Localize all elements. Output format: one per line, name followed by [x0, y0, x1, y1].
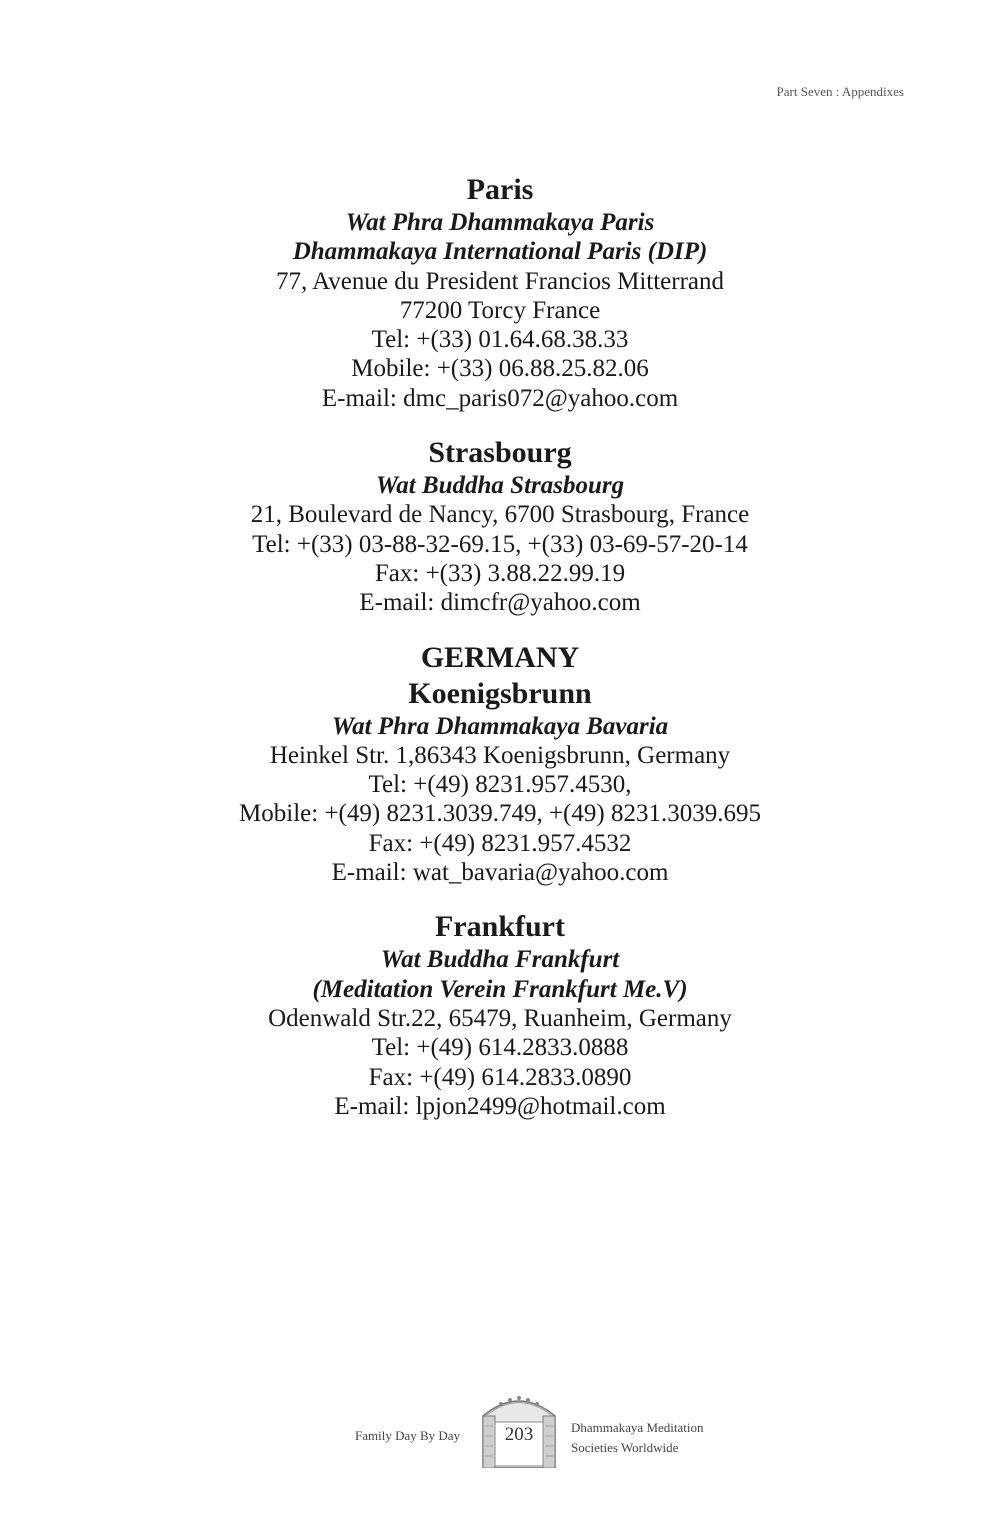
email-line: E-mail: dmc_paris072@yahoo.com	[321, 384, 679, 412]
city-heading: Koenigsbrunn	[408, 676, 592, 710]
address-line: Odenwald Str.22, 65479, Ruanheim, Germany	[268, 1004, 732, 1032]
footer-chapter-line: Dhammakaya Meditation	[571, 1420, 704, 1435]
city-heading: Strasbourg	[428, 436, 572, 470]
page-number: 203	[504, 1424, 534, 1445]
directory-content	[0, 172, 1000, 1143]
footer-book-title: Family Day By Day	[355, 1428, 461, 1443]
organization-name: Wat Phra Dhammakaya Paris	[345, 209, 655, 236]
location-koenigsbrunn	[0, 640, 1000, 888]
address-line: 21, Boulevard de Nancy, 6700 Strasbourg, France	[250, 501, 750, 529]
phone-line: Tel: +(49) 614.2833.0888	[371, 1034, 629, 1062]
address-line: Heinkel Str. 1,86343 Koenigsbrunn, Germany	[269, 741, 731, 769]
mobile-line: Mobile: +(49) 8231.3039.749, +(49) 8231.3039.695	[239, 800, 761, 828]
phone-line: Tel: +(33) 03-88-32-69.15, +(33) 03-69-57-20-14	[252, 530, 748, 558]
city-heading: Paris	[466, 173, 534, 206]
email-line: E-mail: lpjon2499@hotmail.com	[334, 1092, 666, 1120]
address-line: 77200 Torcy France	[399, 296, 601, 324]
location-paris	[0, 172, 1000, 413]
email-line: E-mail: dimcfr@yahoo.com	[359, 589, 641, 617]
city-heading: Frankfurt	[435, 910, 565, 944]
organization-name: (Meditation Verein Frankfurt Me.V)	[312, 975, 688, 1003]
footer-chapter-title	[571, 1418, 704, 1458]
country-heading: GERMANY	[420, 640, 580, 674]
phone-line: Tel: +(33) 01.64.68.38.33	[371, 326, 629, 354]
email-line: E-mail: wat_bavaria@yahoo.com	[331, 859, 669, 887]
footer-chapter-line: Societies Worldwide	[571, 1440, 679, 1455]
organization-name: Wat Buddha Frankfurt	[380, 946, 620, 974]
organization-name: Dhammakaya International Paris (DIP)	[292, 238, 708, 266]
phone-line: Tel: +(49) 8231.957.4530,	[368, 771, 632, 799]
fax-line: Fax: +(49) 614.2833.0890	[368, 1063, 632, 1091]
location-strasbourg	[0, 435, 1000, 617]
address-line: 77, Avenue du President Francios Mitterrand	[275, 267, 725, 295]
fax-line: Fax: +(33) 3.88.22.99.19	[374, 559, 626, 587]
location-frankfurt	[0, 909, 1000, 1121]
running-header: Part Seven : Appendixes	[776, 84, 904, 99]
fax-line: Fax: +(49) 8231.957.4532	[368, 829, 632, 857]
mobile-line: Mobile: +(33) 06.88.25.82.06	[351, 355, 649, 383]
organization-name: Wat Buddha Strasbourg	[375, 472, 625, 500]
organization-name: Wat Phra Dhammakaya Bavaria	[331, 712, 669, 740]
